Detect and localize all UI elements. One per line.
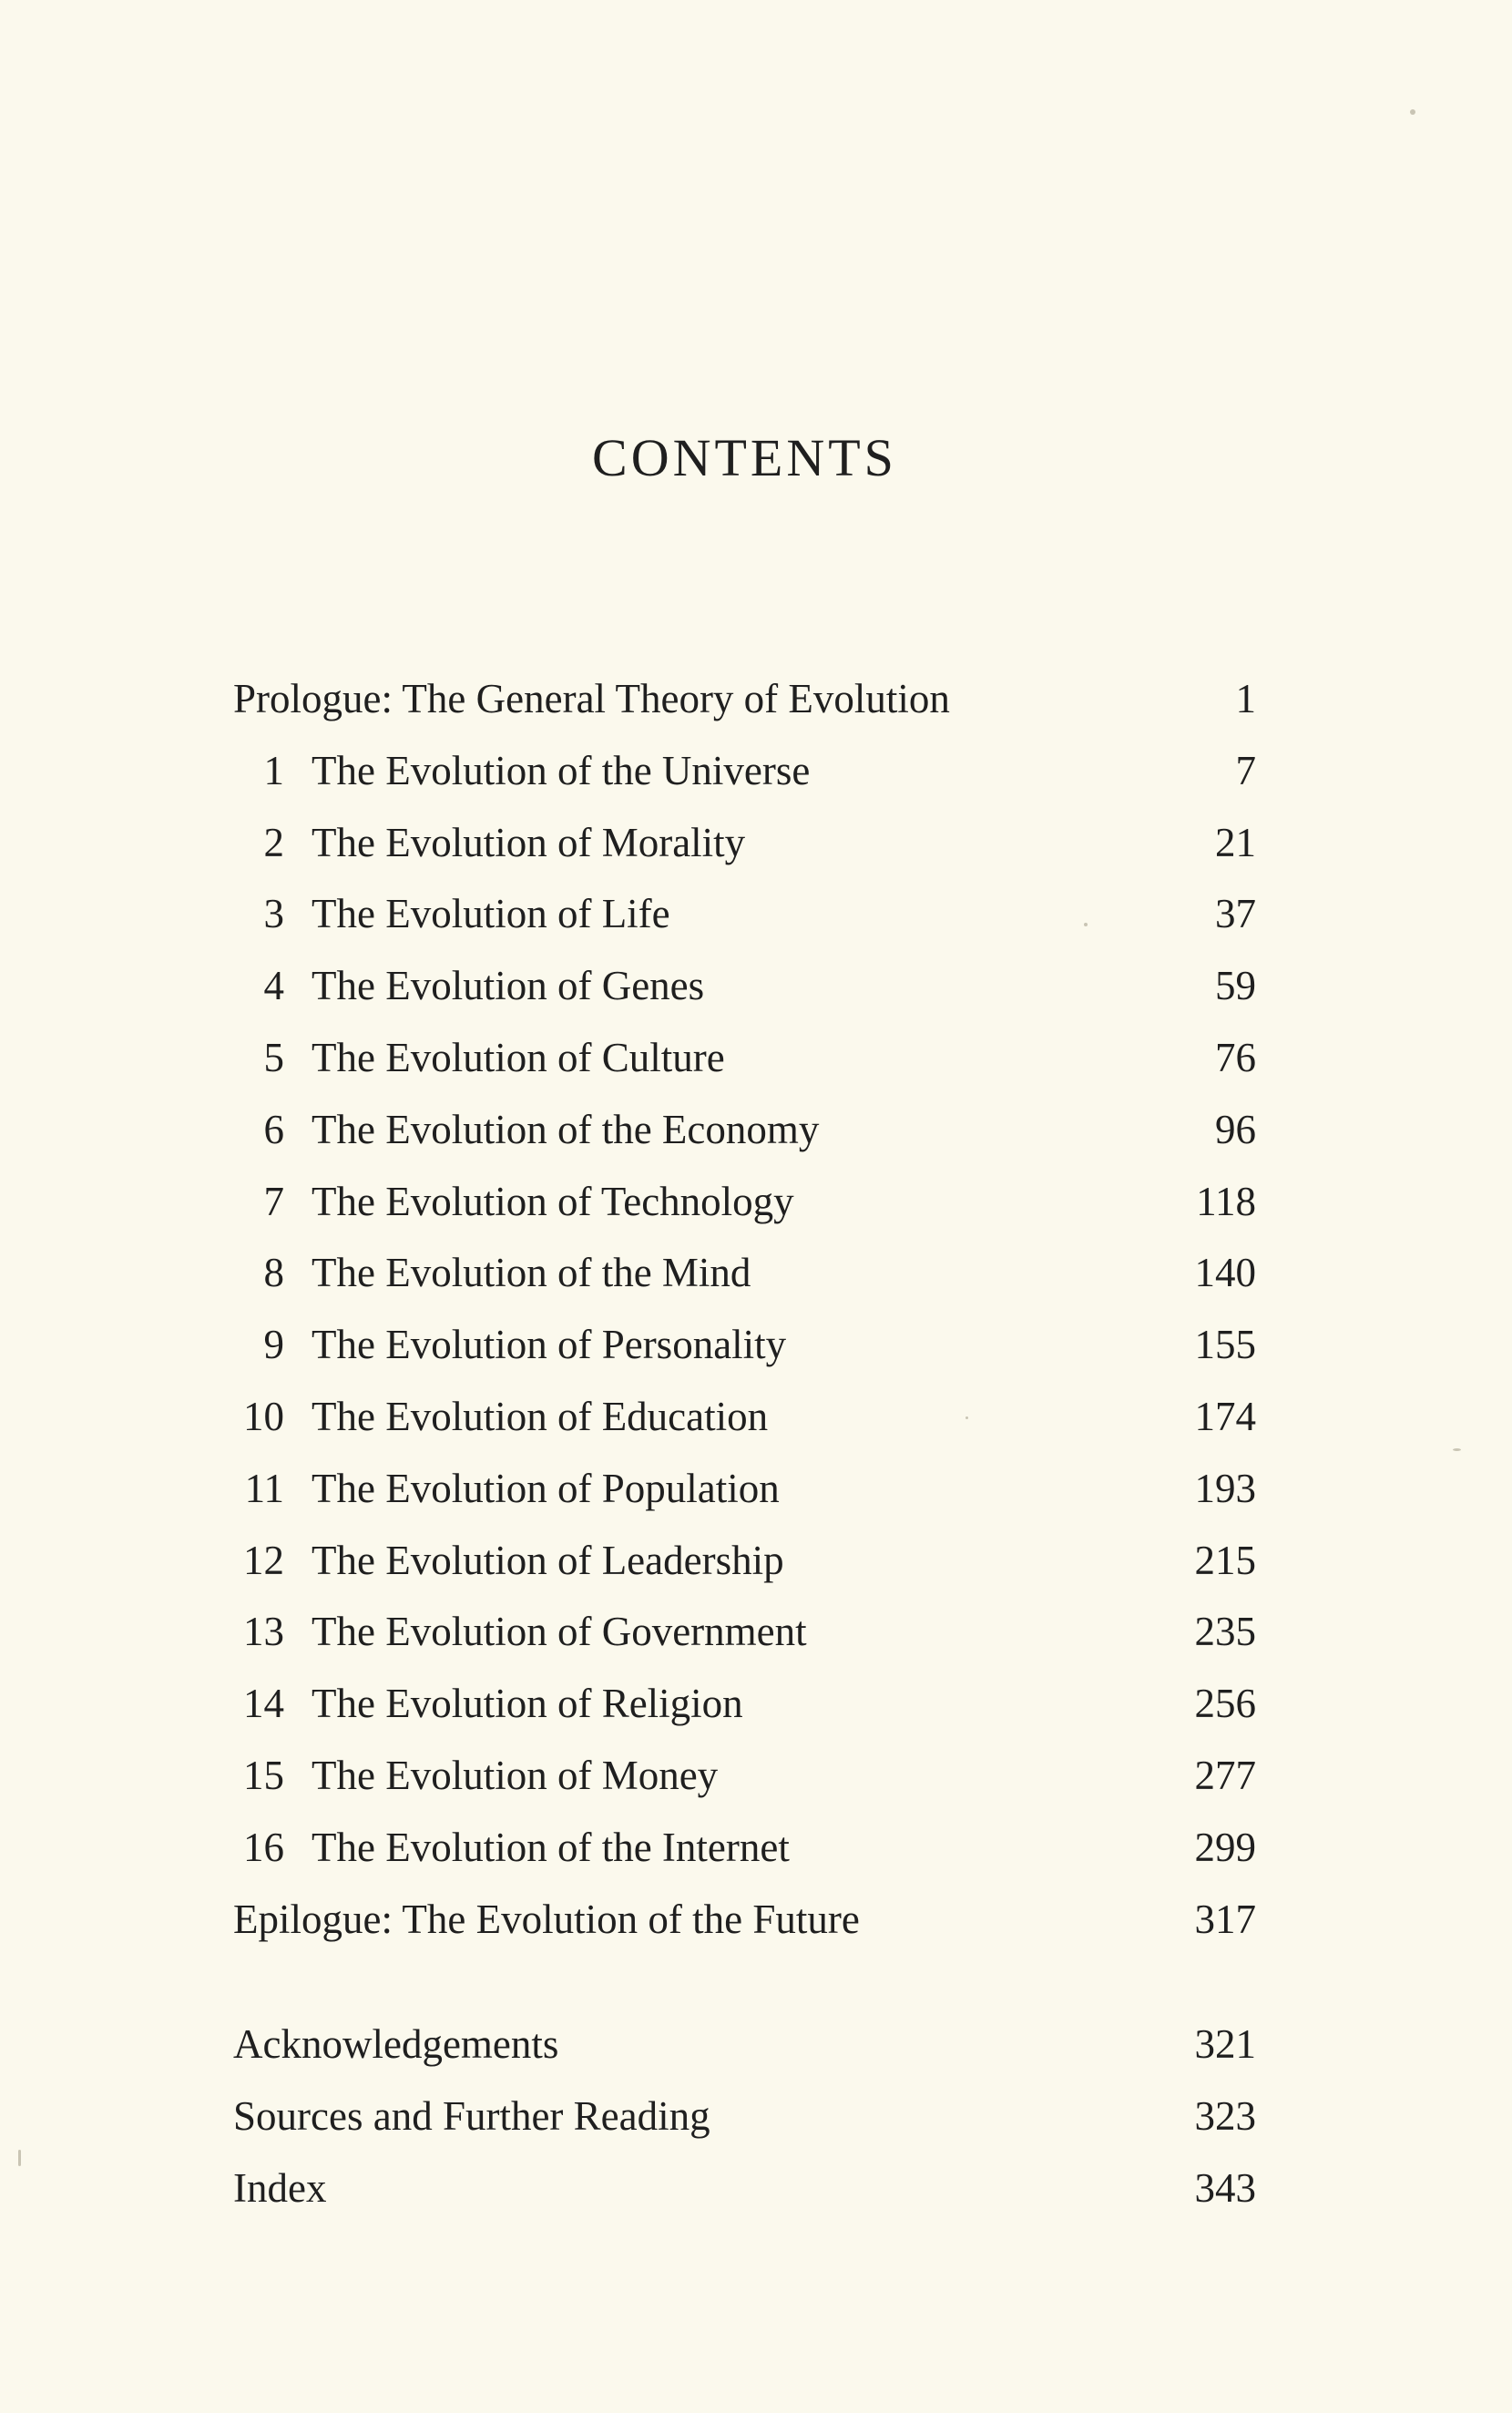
- chapter-title: The Evolution of Money: [312, 1752, 719, 1798]
- toc-page-number: 277: [1194, 1752, 1256, 1798]
- chapter-title: The Evolution of Technology: [312, 1178, 794, 1224]
- toc-chapter: [233, 1812, 1256, 1884]
- paper-speck: [18, 2150, 21, 2166]
- chapter-number: 13: [243, 1609, 284, 1655]
- toc-page-number: 7: [1235, 747, 1256, 793]
- chapter-number: 6: [263, 1106, 284, 1152]
- table-of-contents: [233, 663, 1256, 2224]
- toc-chapter: [233, 1453, 1256, 1525]
- chapter-number: 14: [243, 1681, 284, 1727]
- toc-page-number: 76: [1215, 1034, 1256, 1080]
- toc-page-number: 193: [1194, 1465, 1256, 1511]
- toc-page-number: 299: [1194, 1824, 1256, 1870]
- chapter-title: The Evolution of Population: [312, 1465, 780, 1511]
- toc-page-number: 21: [1215, 819, 1256, 865]
- chapter-number: 8: [263, 1250, 284, 1296]
- toc-entry-title: Acknowledgements: [233, 2021, 559, 2068]
- chapter-number: 7: [263, 1178, 284, 1224]
- toc-back-matter: [233, 2152, 1256, 2224]
- chapter-number: 11: [244, 1465, 284, 1511]
- toc-chapter: [233, 1668, 1256, 1740]
- toc-chapter: [233, 1166, 1256, 1238]
- toc-page-number: 59: [1215, 963, 1256, 1009]
- toc-back-matter: [233, 2081, 1256, 2152]
- paper-speck: [1084, 923, 1088, 926]
- toc-page-number: 118: [1196, 1178, 1256, 1224]
- chapter-number: 16: [243, 1824, 284, 1870]
- toc-chapter: [233, 1022, 1256, 1094]
- toc-chapter: [233, 1596, 1256, 1668]
- toc-page-number: 256: [1194, 1681, 1256, 1727]
- toc-page-number: 215: [1194, 1537, 1256, 1583]
- paper-speck: [1410, 109, 1415, 115]
- chapter-title: The Evolution of the Mind: [312, 1250, 751, 1296]
- chapter-number: 9: [263, 1322, 284, 1368]
- chapter-title: The Evolution of Morality: [312, 819, 746, 865]
- toc-chapter: [233, 735, 1256, 807]
- chapter-title: The Evolution of Government: [312, 1609, 807, 1655]
- chapter-number: 3: [263, 891, 284, 937]
- chapter-title: The Evolution of the Economy: [312, 1106, 820, 1152]
- paper-speck: [965, 1416, 968, 1419]
- chapter-title: The Evolution of Religion: [312, 1681, 743, 1727]
- toc-entry-title: Epilogue: The Evolution of the Future: [233, 1896, 860, 1942]
- toc-chapter: [233, 1525, 1256, 1597]
- toc-chapter: [233, 1094, 1256, 1166]
- chapter-title: The Evolution of Culture: [312, 1034, 725, 1080]
- toc-page-number: 140: [1194, 1250, 1256, 1296]
- toc-page-number: 321: [1194, 2021, 1256, 2068]
- chapter-number: 12: [243, 1537, 284, 1583]
- chapter-title: The Evolution of Education: [312, 1393, 769, 1439]
- chapter-title: The Evolution of Leadership: [312, 1537, 784, 1583]
- chapter-title: The Evolution of the Universe: [312, 747, 811, 793]
- toc-page-number: 323: [1194, 2093, 1256, 2140]
- chapter-title: The Evolution of Personality: [312, 1322, 787, 1368]
- chapter-number: 2: [263, 819, 284, 865]
- toc-entry-title: Prologue: The General Theory of Evolution: [233, 676, 950, 721]
- toc-chapter: [233, 1237, 1256, 1309]
- chapter-number: 5: [263, 1034, 284, 1080]
- chapter-title: The Evolution of Genes: [312, 963, 705, 1009]
- chapter-title: The Evolution of Life: [312, 891, 670, 937]
- toc-chapter: [233, 878, 1256, 950]
- chapter-number: 15: [243, 1752, 284, 1798]
- toc-prologue: [233, 663, 1256, 735]
- toc-chapter: [233, 1309, 1256, 1381]
- toc-page-number: 1: [1235, 676, 1256, 721]
- chapter-number: 1: [263, 747, 284, 793]
- toc-page-number: 317: [1194, 1896, 1256, 1942]
- toc-epilogue: [233, 1884, 1256, 1956]
- toc-page-number: 155: [1194, 1322, 1256, 1368]
- toc-chapter: [233, 1381, 1256, 1453]
- toc-page-number: 235: [1194, 1609, 1256, 1655]
- toc-page-number: 37: [1215, 891, 1256, 937]
- section-spacer: [233, 1955, 1256, 2009]
- paper-speck: [1453, 1448, 1461, 1451]
- chapter-title: The Evolution of the Internet: [312, 1824, 790, 1870]
- page-title: CONTENTS: [592, 428, 897, 487]
- toc-entry-title: Sources and Further Reading: [233, 2093, 710, 2140]
- toc-page-number: 343: [1194, 2164, 1256, 2211]
- toc-page-number: 174: [1194, 1393, 1256, 1439]
- chapter-number: 4: [263, 963, 284, 1009]
- toc-chapter: [233, 807, 1256, 879]
- toc-chapter: [233, 1740, 1256, 1812]
- toc-chapter: [233, 950, 1256, 1022]
- chapter-number: 10: [243, 1393, 284, 1439]
- toc-entry-title: Index: [233, 2164, 327, 2211]
- toc-back-matter: [233, 2009, 1256, 2081]
- toc-page-number: 96: [1215, 1106, 1256, 1152]
